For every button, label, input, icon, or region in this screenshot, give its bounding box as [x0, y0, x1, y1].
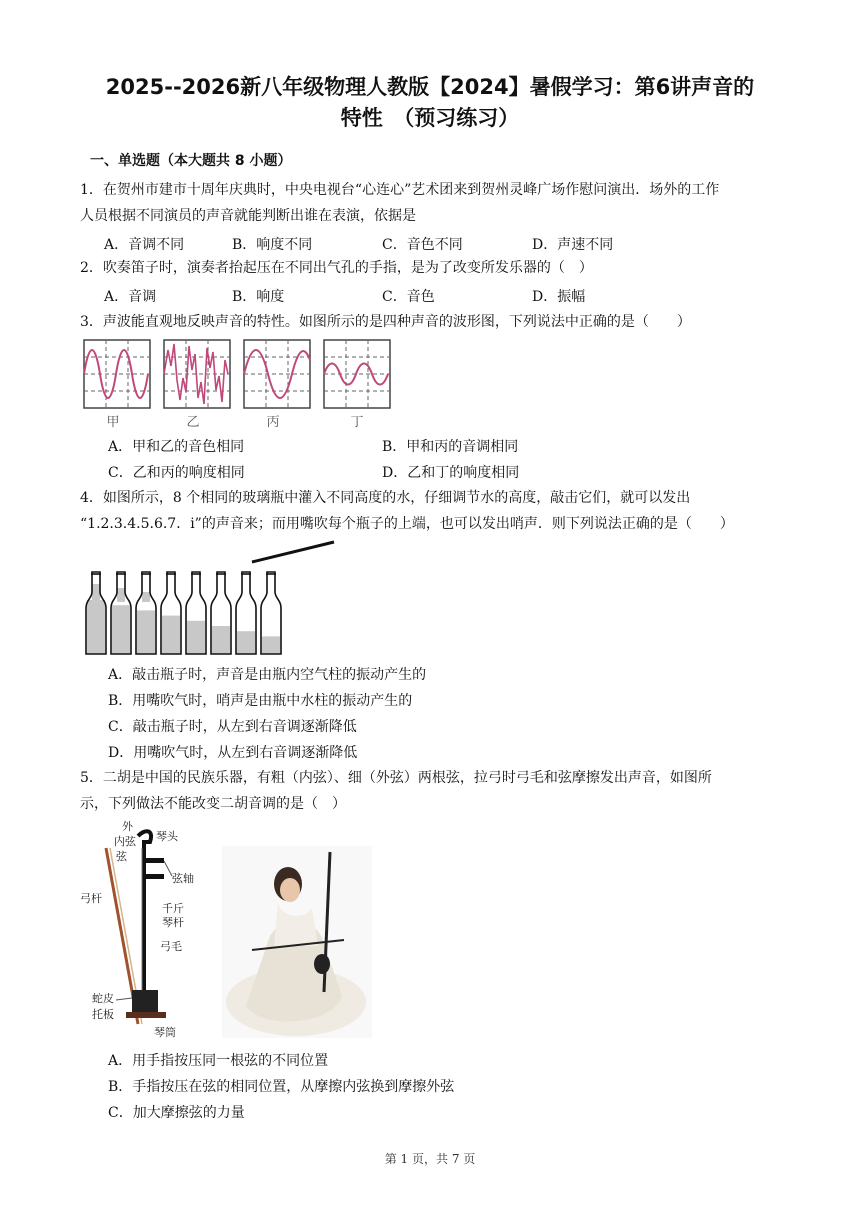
q4-option-b[interactable]: B．用嘴吹气时，哨声是由瓶中水柱的振动产生的: [108, 693, 413, 709]
waveform-figure: [80, 338, 400, 434]
q2-line-1: 2．吹奏笛子时，演奏者抬起压在不同出气孔的手指，是为了改变所发乐器的（ ）: [80, 260, 593, 276]
waveform-label-yi: 乙: [186, 415, 200, 430]
waveform-label-ding: 丁: [350, 415, 364, 430]
glass-bottle: [186, 572, 206, 654]
q4-option-a[interactable]: A．敲击瓶子时，声音是由瓶内空气柱的振动产生的: [108, 667, 427, 683]
glass-bottle: [161, 572, 181, 654]
erhu-label-tuoban: 托板: [92, 1008, 114, 1021]
q5-option-a[interactable]: A．用手指按压同一根弦的不同位置: [108, 1053, 329, 1069]
q1-option-c[interactable]: C．音色不同: [382, 237, 463, 253]
glass-bottle: [111, 572, 131, 654]
glass-bottle: [236, 572, 256, 654]
q1-line-2: 人员根据不同演员的声音就能判断出谁在表演，依据是: [80, 208, 416, 224]
waveform-yi: [164, 340, 230, 408]
q1-option-b[interactable]: B．响度不同: [232, 237, 313, 253]
q2-option-c[interactable]: C．音色: [382, 289, 435, 305]
waveform-ding: [324, 340, 390, 408]
q2-option-a[interactable]: A．音调: [104, 289, 157, 305]
erhu-label-qianjin: 千斤: [162, 902, 184, 915]
q5-option-b[interactable]: B．手指按压在弦的相同位置，从摩擦内弦换到摩擦外弦: [108, 1079, 455, 1095]
q1-option-a[interactable]: A．音调不同: [104, 237, 185, 253]
q1-option-d[interactable]: D．声速不同: [532, 237, 614, 253]
erhu-label-gongmao: 弓毛: [160, 940, 182, 953]
erhu-label-xianzhou: 弦轴: [172, 872, 194, 885]
erhu-label-qintou: 琴头: [156, 830, 178, 843]
performer-photo: [222, 846, 372, 1038]
bottles-figure: [80, 540, 340, 660]
q3-option-c[interactable]: C．乙和丙的响度相同: [108, 465, 245, 481]
q3-option-b[interactable]: B．甲和丙的音调相同: [382, 439, 519, 455]
waveform-bing: [244, 340, 310, 408]
erhu-label-gonggan: 弓杆: [80, 892, 102, 905]
q4-option-c[interactable]: C．敲击瓶子时，从左到右音调逐渐降低: [108, 719, 357, 735]
section-heading: 一、单选题（本大题共 8 小题）: [90, 153, 292, 169]
q5-option-c[interactable]: C．加大摩擦弦的力量: [108, 1105, 245, 1121]
q4-line-2: “1.2.3.4.5.6.7．i”的声音来；而用嘴吹每个瓶子的上端，也可以发出哨声．则下列说法正确的是（ ）: [80, 516, 734, 532]
q2-option-b[interactable]: B．响度: [232, 289, 285, 305]
q5-line-1: 5．二胡是中国的民族乐器，有粗（内弦）、细（外弦）两根弦，拉弓时弓毛和弦摩擦发出声音，如图所: [80, 770, 712, 786]
glass-bottle: [261, 572, 281, 654]
waveform-jia: [84, 340, 150, 408]
q4-line-1: 4．如图所示，8 个相同的玻璃瓶中灌入不同高度的水，仔细调节水的高度，敲击它们，就可以发出: [80, 490, 691, 506]
erhu-label-shepi: 蛇皮: [92, 992, 114, 1005]
title-line-2: 特性 （预习练习）: [340, 106, 520, 130]
erhu-diagram: [80, 818, 220, 1042]
q5-line-2: 示，下列做法不能改变二胡音调的是（ ）: [80, 796, 346, 812]
erhu-label-wai: 外: [122, 820, 133, 833]
erhu-label-xian: 弦: [116, 850, 127, 863]
erhu-label-qintong: 琴筒: [154, 1026, 176, 1039]
glass-bottle: [211, 572, 231, 654]
q4-option-d[interactable]: D．用嘴吹气时，从左到右音调逐渐降低: [108, 745, 358, 761]
glass-bottle: [136, 572, 156, 654]
q1-line-1: 1．在贺州市建市十周年庆典时，中央电视台“心连心”艺术团来到贺州灵峰广场作慰问演出．场外的工作: [80, 182, 720, 198]
glass-bottle: [86, 572, 106, 654]
page-footer: 第 1 页，共 7 页: [384, 1152, 476, 1166]
q2-option-d[interactable]: D．振幅: [532, 289, 586, 305]
waveform-label-bing: 丙: [266, 415, 280, 430]
erhu-label-neixian: 内弦: [114, 835, 136, 848]
title-line-1: 2025--2026新八年级物理人教版【2024】暑假学习：第6讲声音的: [105, 75, 755, 99]
page-title: [60, 72, 800, 134]
q3-line-1: 3．声波能直观地反映声音的特性。如图所示的是四种声音的波形图，下列说法中正确的是（ ）: [80, 314, 691, 330]
waveform-label-jia: 甲: [106, 415, 120, 430]
erhu-label-qingan: 琴杆: [162, 916, 184, 929]
q3-option-a[interactable]: A．甲和乙的音色相同: [108, 439, 245, 455]
q3-option-d[interactable]: D．乙和丁的响度相同: [382, 465, 520, 481]
